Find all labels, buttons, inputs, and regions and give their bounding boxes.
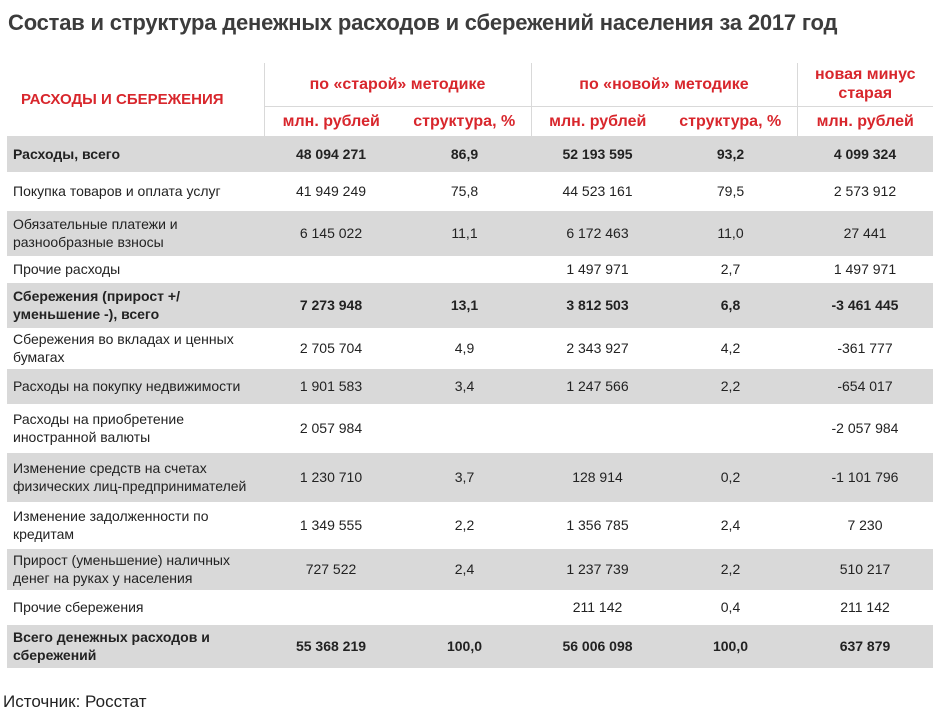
cell-new-pct: 93,2 [664,136,797,172]
cell-old-pct: 3,7 [398,452,531,502]
cell-diff-mln: -1 101 796 [797,452,933,502]
cell-diff-mln: -3 461 445 [797,282,933,328]
cell-new-mln: 3 812 503 [531,282,664,328]
cell-diff-mln: 2 573 912 [797,172,933,210]
cell-new-pct: 6,8 [664,282,797,328]
data-table [7,63,933,669]
row-label: Прочие расходы [7,256,264,282]
table-row [7,452,933,502]
cell-new-mln: 44 523 161 [531,172,664,210]
cell-new-pct: 2,7 [664,256,797,282]
cell-old-mln: 2 057 984 [264,404,398,452]
cell-old-mln [264,590,398,624]
cell-diff-mln: -361 777 [797,328,933,368]
table-row [7,256,933,282]
cell-diff-mln: 510 217 [797,548,933,590]
cell-new-pct: 79,5 [664,172,797,210]
table-row [7,172,933,210]
table-row [7,368,933,404]
table-row [7,328,933,368]
row-label: Обязательные платежи и разнообразные взносы [7,210,264,256]
cell-new-mln: 6 172 463 [531,210,664,256]
header-new-method: по «новой» методике [531,63,797,106]
table-row [7,590,933,624]
cell-diff-mln: 1 497 971 [797,256,933,282]
table-row [7,624,933,668]
cell-old-mln: 1 230 710 [264,452,398,502]
cell-diff-mln: -654 017 [797,368,933,404]
cell-old-pct [398,256,531,282]
header-diff-mln: млн. рублей [797,106,933,136]
row-label: Сбережения во вкладах и ценных бумагах [7,328,264,368]
header-row-label: РАСХОДЫ И СБЕРЕЖЕНИЯ [7,63,264,136]
cell-old-pct: 2,4 [398,548,531,590]
cell-diff-mln: 4 099 324 [797,136,933,172]
cell-new-mln: 211 142 [531,590,664,624]
header-new-struct: структура, % [664,106,797,136]
cell-old-pct: 86,9 [398,136,531,172]
cell-new-mln: 1 237 739 [531,548,664,590]
row-label: Расходы, всего [7,136,264,172]
table-row [7,282,933,328]
cell-new-mln [531,404,664,452]
cell-new-mln: 52 193 595 [531,136,664,172]
cell-old-mln: 48 094 271 [264,136,398,172]
cell-old-pct: 2,2 [398,502,531,548]
cell-new-pct: 4,2 [664,328,797,368]
cell-new-mln: 1 247 566 [531,368,664,404]
cell-new-mln: 1 497 971 [531,256,664,282]
cell-old-mln: 41 949 249 [264,172,398,210]
cell-old-pct: 11,1 [398,210,531,256]
cell-new-pct: 0,4 [664,590,797,624]
cell-old-mln: 2 705 704 [264,328,398,368]
row-label: Расходы на приобретение иностранной валюты [7,404,264,452]
source-note: Источник: Росстат [3,692,147,711]
page-title: Состав и структура денежных расходов и сбережений населения за 2017 год [8,10,838,35]
row-label: Прочие сбережения [7,590,264,624]
cell-new-mln: 128 914 [531,452,664,502]
cell-old-pct: 3,4 [398,368,531,404]
cell-old-pct [398,590,531,624]
cell-old-mln: 727 522 [264,548,398,590]
cell-new-pct: 2,2 [664,368,797,404]
row-label: Сбережения (прирост +/уменьшение -), всего [7,282,264,328]
cell-old-pct: 100,0 [398,624,531,668]
row-label: Изменение средств на счетах физических лиц-предпринимателей [7,452,264,502]
cell-old-mln [264,256,398,282]
row-label: Покупка товаров и оплата услуг [7,172,264,210]
row-label: Прирост (уменьшение) наличных денег на руках у населения [7,548,264,590]
cell-new-pct: 2,2 [664,548,797,590]
cell-new-pct: 100,0 [664,624,797,668]
header-old-struct: структура, % [398,106,531,136]
table-row [7,136,933,172]
table-row [7,548,933,590]
table-row [7,404,933,452]
cell-new-pct [664,404,797,452]
table-row [7,210,933,256]
cell-old-pct: 4,9 [398,328,531,368]
row-label: Расходы на покупку недвижимости [7,368,264,404]
cell-diff-mln: -2 057 984 [797,404,933,452]
cell-new-mln: 56 006 098 [531,624,664,668]
cell-old-pct: 13,1 [398,282,531,328]
cell-old-mln: 7 273 948 [264,282,398,328]
cell-diff-mln: 7 230 [797,502,933,548]
cell-new-pct: 2,4 [664,502,797,548]
cell-old-mln: 1 349 555 [264,502,398,548]
cell-diff-mln: 211 142 [797,590,933,624]
table-row [7,502,933,548]
header-difference: новая минус старая [797,63,933,106]
cell-diff-mln: 637 879 [797,624,933,668]
cell-new-mln: 2 343 927 [531,328,664,368]
cell-new-pct: 11,0 [664,210,797,256]
row-label: Изменение задолженности по кредитам [7,502,264,548]
cell-old-mln: 1 901 583 [264,368,398,404]
cell-old-mln: 6 145 022 [264,210,398,256]
header-old-mln: млн. рублей [264,106,398,136]
cell-old-mln: 55 368 219 [264,624,398,668]
cell-diff-mln: 27 441 [797,210,933,256]
header-new-mln: млн. рублей [531,106,664,136]
cell-old-pct [398,404,531,452]
cell-old-pct: 75,8 [398,172,531,210]
cell-new-pct: 0,2 [664,452,797,502]
cell-new-mln: 1 356 785 [531,502,664,548]
row-label: Всего денежных расходов и сбережений [7,624,264,668]
header-old-method: по «старой» методике [264,63,531,106]
